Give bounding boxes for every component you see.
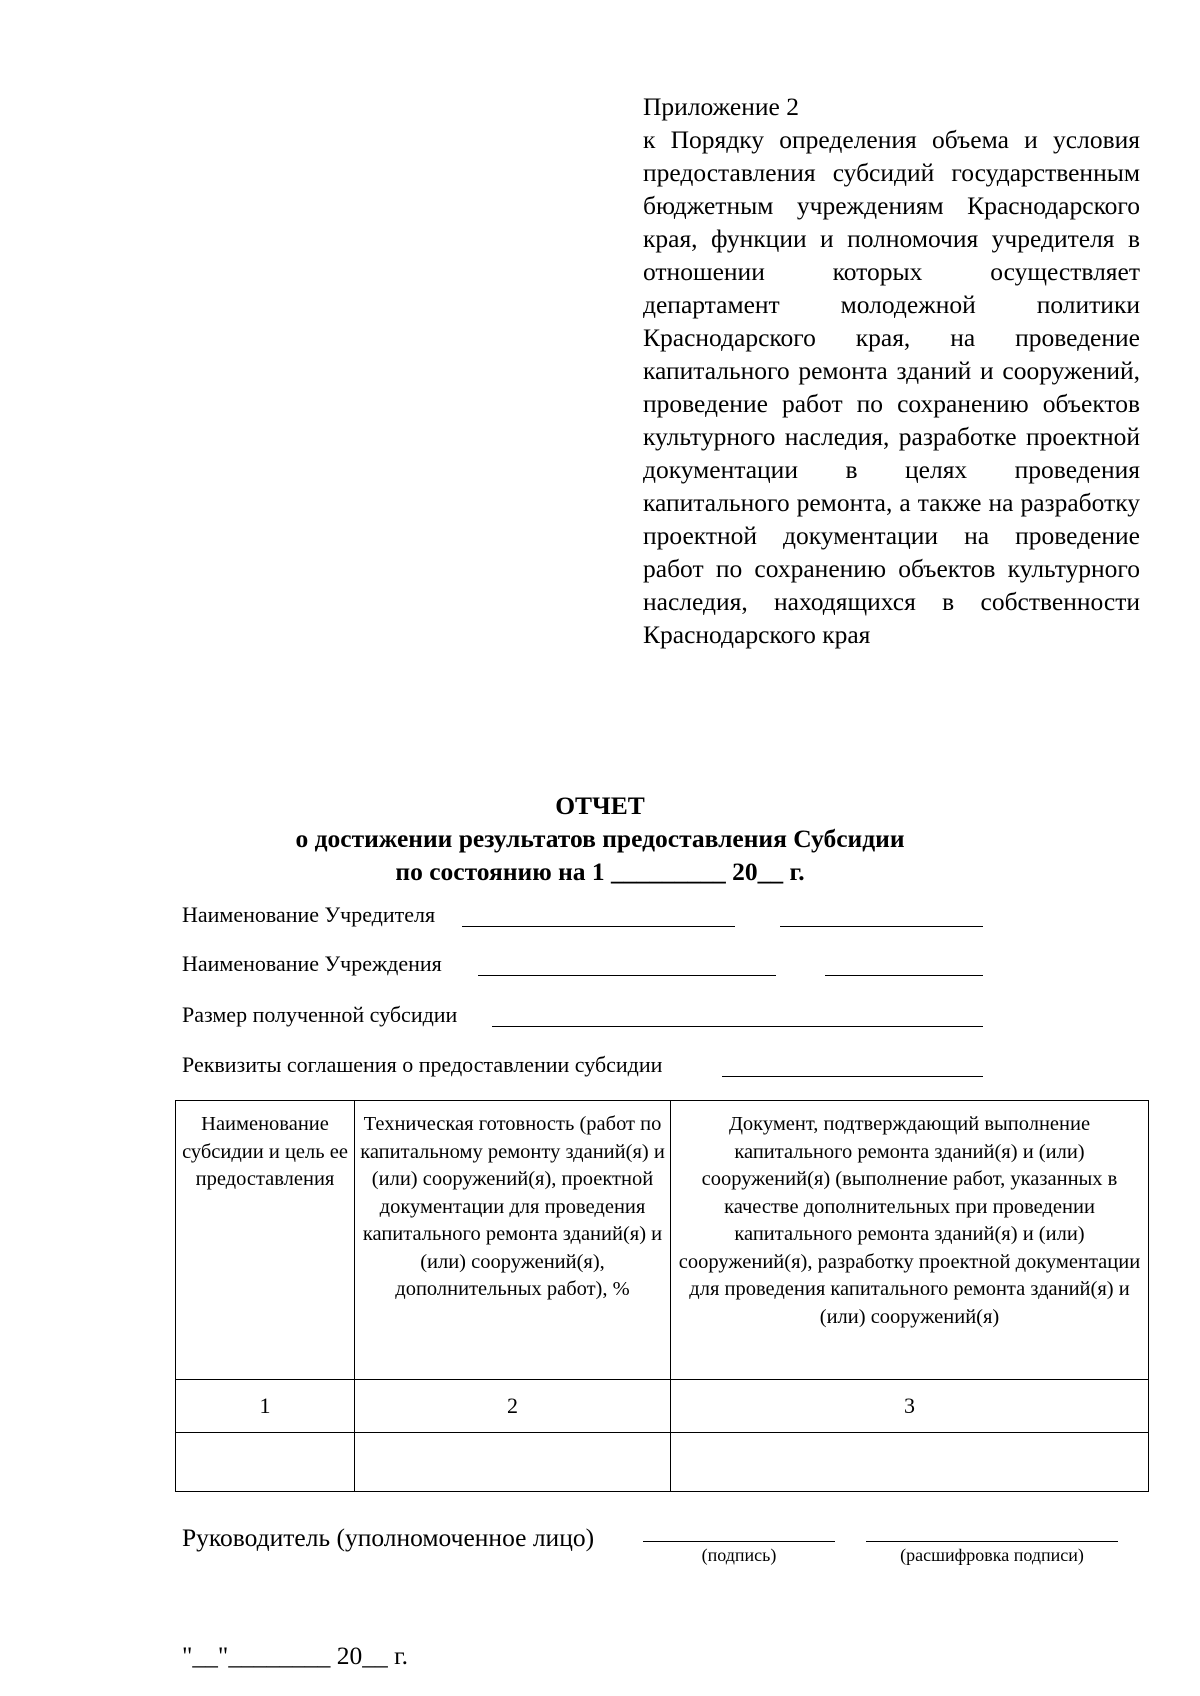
institution-line-2 <box>825 975 983 976</box>
agreement-line <box>722 1076 983 1077</box>
signature-decoding-caption: (расшифровка подписи) <box>900 1545 1084 1565</box>
table-header-row <box>176 1101 1149 1380</box>
report-title: ОТЧЕТ <box>555 791 645 820</box>
report-table <box>175 1100 1149 1492</box>
table-row <box>176 1433 1149 1492</box>
table-column-numbers-row <box>176 1380 1149 1433</box>
header-confirming-document: Документ, подтверждающий выполнение капитального ремонта зданий(я) и (или) сооружений(я) (выполнение работ, указанных в качестве дополнительных при проведении капитального ремонта зданий(я) и (или) сооружений(я), разработку проектной документации для проведения капитального ремонта зданий(я) и (или) сооружений(я) <box>671 1101 1149 1380</box>
subsidy-amount-label: Размер полученной субсидии <box>182 1002 458 1027</box>
signature-line <box>643 1541 835 1542</box>
table-cell <box>355 1433 671 1492</box>
subsidy-amount-line <box>492 1026 983 1027</box>
table-cell <box>176 1433 355 1492</box>
signature-decoding-line <box>866 1541 1118 1542</box>
report-subtitle: о достижении результатов предоставления Субсидии <box>295 824 905 853</box>
founder-line-2 <box>780 926 983 927</box>
appendix-block <box>643 90 1140 651</box>
header-technical-readiness: Техническая готовность (работ по капитальному ремонту зданий(я) и (или) сооружений(я), проектной документации для проведения капитального ремонта зданий(я) и (или) сооружений(я), дополнительных работ), % <box>355 1101 671 1380</box>
column-number: 2 <box>355 1380 671 1433</box>
founder-line <box>462 926 735 927</box>
report-date-line: по состоянию на 1 _________ 20__ г. <box>395 857 805 886</box>
signatory-role: Руководитель (уполномоченное лицо) <box>182 1523 595 1552</box>
founder-label: Наименование Учредителя <box>182 902 436 927</box>
column-number: 3 <box>671 1380 1149 1433</box>
agreement-label: Реквизиты соглашения о предоставлении субсидии <box>182 1052 663 1077</box>
institution-label: Наименование Учреждения <box>182 951 442 976</box>
header-subsidy-name: Наименование субсидии и цель ее предоставления <box>176 1101 355 1380</box>
signature-caption: (подпись) <box>701 1545 777 1565</box>
appendix-text: к Порядку определения объема и условия предоставления субсидий государственным бюджетным учреждениям Краснодарского края, функции и полномочия учредителя в отношении которых осуществляет департамент молодежной политики Краснодарского края, на проведение капитального ремонта зданий и сооружений, проведение работ по сохранению объектов культурного наследия, разработке проектной документации в целях проведения капитального ремонта, а также на разработку проектной документации на проведение работ по сохранению объектов культурного наследия, находящихся в собственности Краснодарского края <box>643 125 1140 649</box>
date-line: "__"________ 20__ г. <box>182 1641 409 1670</box>
appendix-title: Приложение 2 <box>643 92 799 121</box>
institution-line <box>478 975 776 976</box>
column-number: 1 <box>176 1380 355 1433</box>
table-cell <box>671 1433 1149 1492</box>
